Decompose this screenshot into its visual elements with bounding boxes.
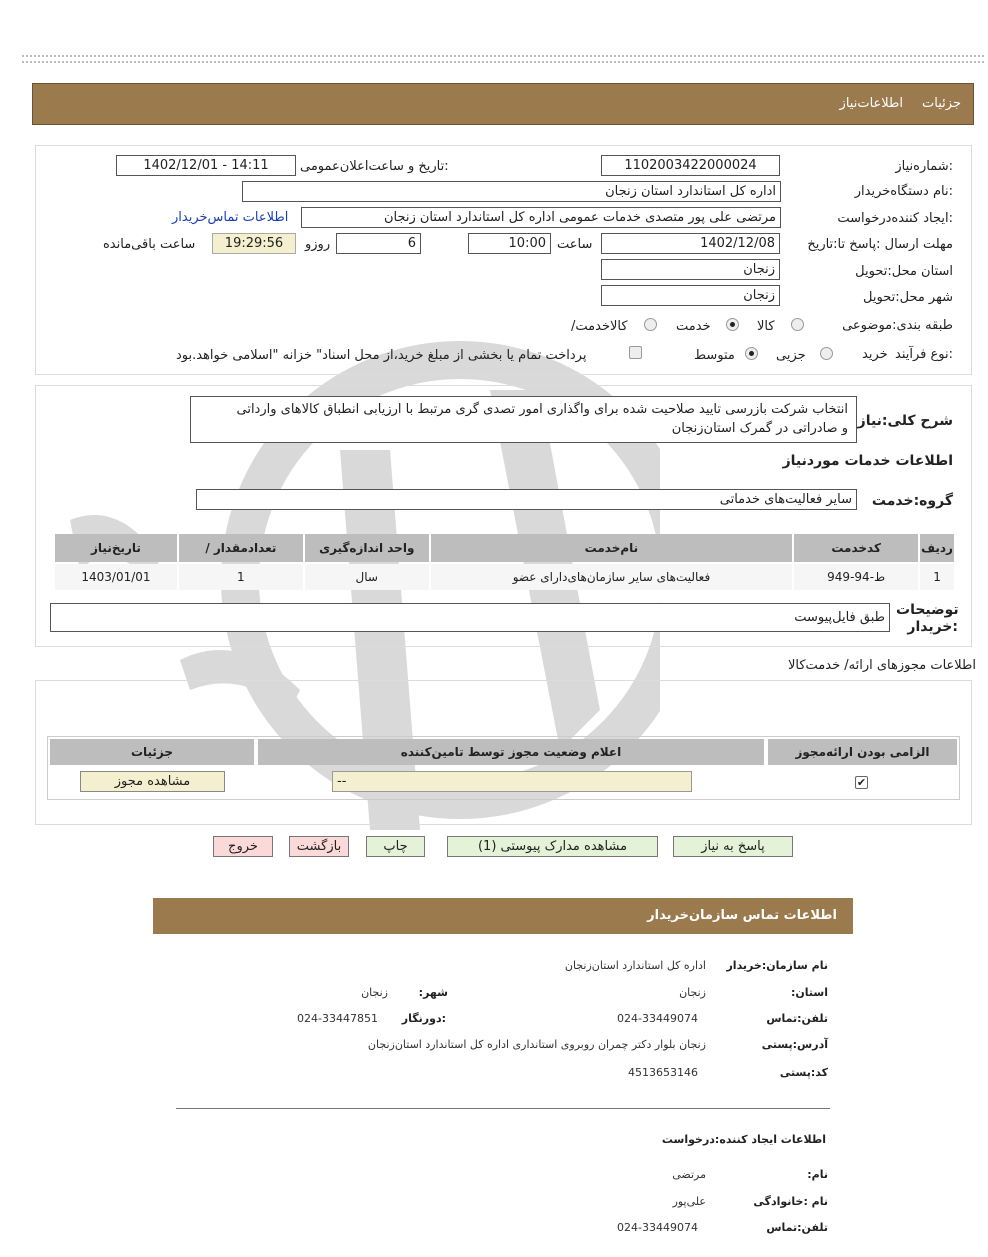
days-label: روزو [305,237,331,252]
category-goods-radio[interactable] [791,318,804,331]
buyer-notes-field: طبق فایل‌پیوست [50,603,890,632]
process-partial-label: جزیی [776,348,806,363]
tab-details[interactable]: جزئیات [922,96,961,111]
process-medium-radio[interactable] [745,347,758,360]
deadline-time-label: ساعت [557,237,593,252]
tab-need-info[interactable]: اطلاعات‌نیاز [839,96,903,111]
contact-phone-value: 024-33449074 [617,1012,698,1025]
process-medium-label: متوسط [694,348,735,363]
col-need-date: تاریخ‌نیاز [55,534,177,562]
buyer-notes-label: توضیحات :خریدار [896,602,959,635]
permits-title: اطلاعات مجوزهای ارائه/ خدمت‌کالا [787,658,976,673]
view-documents-button[interactable]: مشاهده مدارک پیوستی (1) [447,836,658,857]
buyer-label: نام دستگاه‌خریدار: [854,184,953,199]
permit-status-field: -- [332,771,692,792]
need-number-field: 1102003422000024 [601,155,780,176]
city-label: شهر محل:تحویل [863,290,953,305]
cell-need-date: 1403/01/01 [55,564,177,590]
service-group-label: گروه:خدمت [871,493,953,509]
province-field: زنجان [601,259,780,280]
creator-info-title: اطلاعات ایجاد کننده:درخواست [661,1133,826,1146]
cell-unit: سال [305,564,429,590]
creator-phone-label: تلفن:تماس [766,1221,828,1234]
category-both-radio[interactable] [644,318,657,331]
deadline-time-field: 10:00 [468,233,551,254]
contact-postal-label: کد:پستی [779,1066,828,1079]
province-label: استان محل:تحویل [855,264,953,279]
description-line-2: و صادراتی در گمرک استان‌زنجان [671,421,848,436]
cell-quantity: 1 [179,564,303,590]
back-button[interactable]: بازگشت [289,836,349,857]
need-number-label: شماره‌نیاز: [895,159,953,174]
announce-field: 1402/12/01 - 14:11 [116,155,296,176]
need-info-panel [35,145,972,375]
contact-city-label: :شهر [418,986,448,999]
category-label: طبقه بندی:موضوعی [842,318,953,333]
category-both-label: /کالاخدمت [571,319,628,334]
col-quantity: / تعدادمقدار [179,534,303,562]
header-bar [32,83,974,125]
service-group-field: سایر فعالیت‌های خدماتی [196,489,857,510]
contact-title: اطلاعات تماس سازمان‌خریدار [647,908,837,923]
table-row [55,564,954,590]
col-service-name: نام‌خدمت [431,534,793,562]
category-goods-label: کالا [757,319,775,334]
creator-phone-value: 024-33449074 [617,1221,698,1234]
description-line-1: انتخاب شرکت بازرسی تایید صلاحیت شده برای واگذاری امور تصدی گری مرتبط با ارزیابی انطباق کالاهای وارداتی [236,402,848,417]
cell-service-code: ط-94-949 [794,564,918,590]
creator-field: مرتضی علی پور متصدی خدمات عمومی اداره کل استاندارد استان زنجان [301,207,781,228]
category-service-radio[interactable] [726,318,739,331]
contact-phone-label: تلفن:تماس [766,1012,828,1025]
deadline-label: مهلت ارسال :پاسخ تا:تاریخ [807,237,953,252]
print-button[interactable]: چاپ [366,836,425,857]
creator-family-value: علی‌پور [672,1195,706,1208]
buyer-field: اداره کل استاندارد استان زنجان [242,181,781,202]
contact-address-label: آدرس:پستی [761,1038,828,1051]
cell-service-name: فعالیت‌های سایر سازمان‌های‌دارای عضو [431,564,793,590]
col-unit: واحد اندازه‌گیری [305,534,429,562]
contact-fax-value: 024-33447851 [297,1012,378,1025]
buyer-contact-link[interactable]: اطلاعات تماس‌خریدار [172,210,289,225]
contact-postal-value: 4513653146 [628,1066,698,1079]
process-partial-radio[interactable] [820,347,833,360]
services-table [53,532,956,592]
remaining-time-field: 19:29:56 [212,233,296,254]
city-field: زنجان [601,285,780,306]
contact-fax-label: دورنگار: [401,1012,446,1025]
contact-city-value: زنجان [361,986,388,999]
treasury-payment-checkbox[interactable] [629,346,642,359]
creator-name-value: مرتضی [672,1168,706,1181]
org-name-value: اداره کل استاندارد استان‌زنجان [564,959,706,972]
permits-table [47,736,960,800]
creator-name-label: :نام [807,1168,828,1181]
description-label: شرح کلی:نیاز [857,413,953,429]
permits-col-details: جزئیات [50,739,254,765]
creator-family-label: نام :خانوادگی [753,1195,828,1208]
permits-col-required: الزامی بودن ارائه‌مجوز [768,739,957,765]
col-service-code: کدخدمت [794,534,918,562]
org-name-label: نام سازمان:خریدار [726,959,828,972]
services-title: اطلاعات خدمات موردنیاز [782,453,953,469]
reply-button[interactable]: پاسخ به نیاز [673,836,793,857]
description-field [190,396,857,443]
category-service-label: خدمت [676,319,711,334]
top-dotted-separator [22,55,984,63]
process-type-label: نوع فرآیند: [895,347,953,362]
deadline-date-field: 1402/12/08 [601,233,780,254]
permit-required-checkbox[interactable]: ✔ [856,776,867,789]
announce-label: تاریخ و ساعت‌اعلان‌عمومی: [300,159,449,174]
col-row: ردیف [920,534,954,562]
view-permit-button[interactable]: مشاهده مجوز [80,771,225,792]
permits-col-status: اعلام وضعیت مجوز توسط تامین‌کننده [258,739,764,765]
contact-province-value: زنجان [679,986,706,999]
cell-row: 1 [920,564,954,590]
remaining-label: ساعت باقی‌مانده [103,237,196,252]
contact-address-value: زنجان بلوار دکتر چمران روبروی استانداری اداره کل استاندارد استان‌زنجان [367,1038,706,1051]
days-field: 6 [336,233,421,254]
contact-province-label: :استان [790,986,828,999]
treasury-payment-note: پرداخت تمام یا بخشی از مبلغ خرید،از محل اسناد" خزانه "اسلامی خواهد.بود [176,348,587,363]
creator-label: ایجاد کننده‌درخواست: [837,211,953,226]
process-buy-label: خرید [862,347,888,362]
contact-divider [176,1108,830,1109]
exit-button[interactable]: خروج [213,836,273,857]
contact-header-bar [153,898,853,934]
